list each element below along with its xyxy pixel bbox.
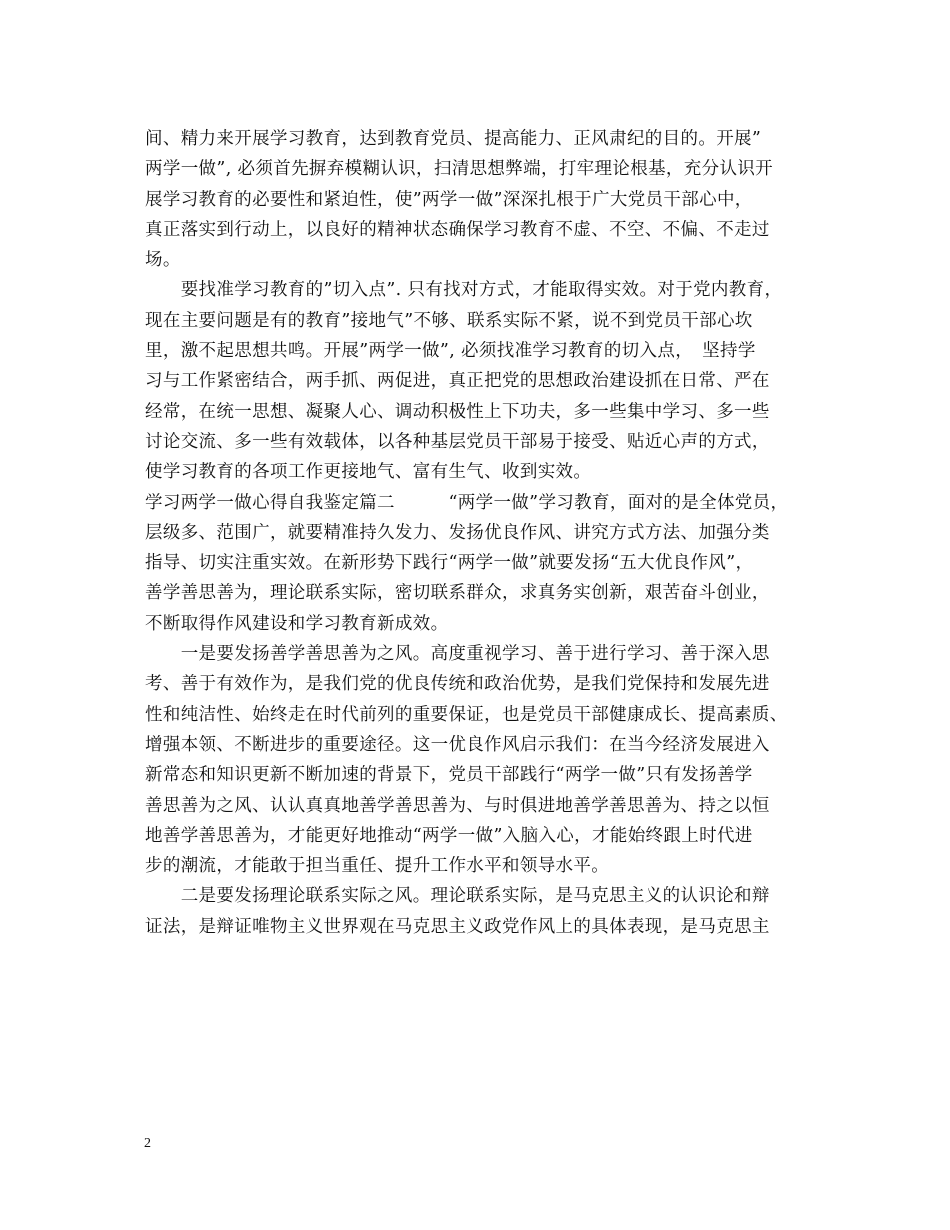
text-line: 习与工作紧密结合，两手抓、两促进，真正把党的思想政治建设抓在日常、严在 [145,371,770,392]
text-line: 不断取得作风建设和学习教育新成效。 [145,613,449,634]
text-line: 场。 [145,250,181,271]
text-line: 使学习教育的各项工作更接地气、富有生气、收到实效。 [145,462,592,483]
text-line: 善学善思善为，理论联系实际，密切联系群众，求真务实创新，艰苦奋斗创业， [145,583,770,604]
text-line: 善思善为之风、认认真真地善学善思善为、与时俱进地善学善思善为、持之以恒 [145,795,770,816]
text-line: 里，激不起思想共鸣。开展”两学一做”, 必须找准学习教育的切入点， 坚持学 [145,341,756,362]
body-text [145,124,813,942]
text-line: 一是要发扬善学善思善为之风。高度重视学习、善于进行学习、善于深入思 [145,644,770,665]
text-line: 经常，在统一思想、凝聚人心、调动积极性上下功夫，多一些集中学习、多一些 [145,401,770,422]
text-line: 新常态和知识更新不断加速的背景下，党员干部践行“两学一做”只有发扬善学 [145,765,753,786]
section-heading-line: 学习两学一做心得自我鉴定篇二 “两学一做”学习教育，面对的是全体党员， [145,492,789,513]
text-line: 层级多、范围广，就要精准持久发力、发扬优良作风、讲究方式方法、加强分类 [145,522,770,543]
text-line: 讨论交流、多一些有效载体，以各种基层党员干部易于接受、贴近心声的方式， [145,431,770,452]
text-line: 二是要发扬理论联系实际之风。理论联系实际，是马克思主义的认识论和辩 [145,886,770,907]
text-line: 指导、切实注重实效。在新形势下践行“两学一做”就要发扬“五大优良作风”， [145,553,754,574]
text-line: 要找准学习教育的”切入点”. 只有找对方式，才能取得实效。对于党内教育， [145,280,783,301]
page-number: 2 [144,1136,151,1151]
text-line: 真正落实到行动上，以良好的精神状态确保学习教育不虚、不空、不偏、不走过 [145,219,770,240]
text-line: 现在主要问题是有的教育”接地气”不够、联系实际不紧，说不到党员干部心坎 [145,310,753,331]
text-line: 性和纯洁性、始终走在时代前列的重要保证，也是党员干部健康成长、提高素质、 [145,704,788,725]
text-line: 考、善于有效作为，是我们党的优良传统和政治优势，是我们党保持和发展先进 [145,674,770,695]
text-line: 增强本领、不断进步的重要途径。这一优良作风启示我们：在当今经济发展进入 [145,734,770,755]
text-line: 间、精力来开展学习教育，达到教育党员、提高能力、正风肃纪的目的。开展” [145,129,762,149]
text-line: 展学习教育的必要性和紧迫性，使”两学一做”深深扎根于广大党员干部心中， [145,189,753,210]
text-line: 地善学善思善为，才能更好地推动“两学一做”入脑入心，才能始终跟上时代进 [145,825,753,846]
text-line: 证法，是辩证唯物主义世界观在马克思主义政党作风上的具体表现，是马克思主 [145,916,770,937]
text-line: 步的潮流，才能敢于担当重任、提升工作水平和领导水平。 [145,856,610,877]
text-line: 两学一做”, 必须首先摒弃模糊认识，扫清思想弊端，打牢理论根基，充分认识开 [145,159,774,180]
